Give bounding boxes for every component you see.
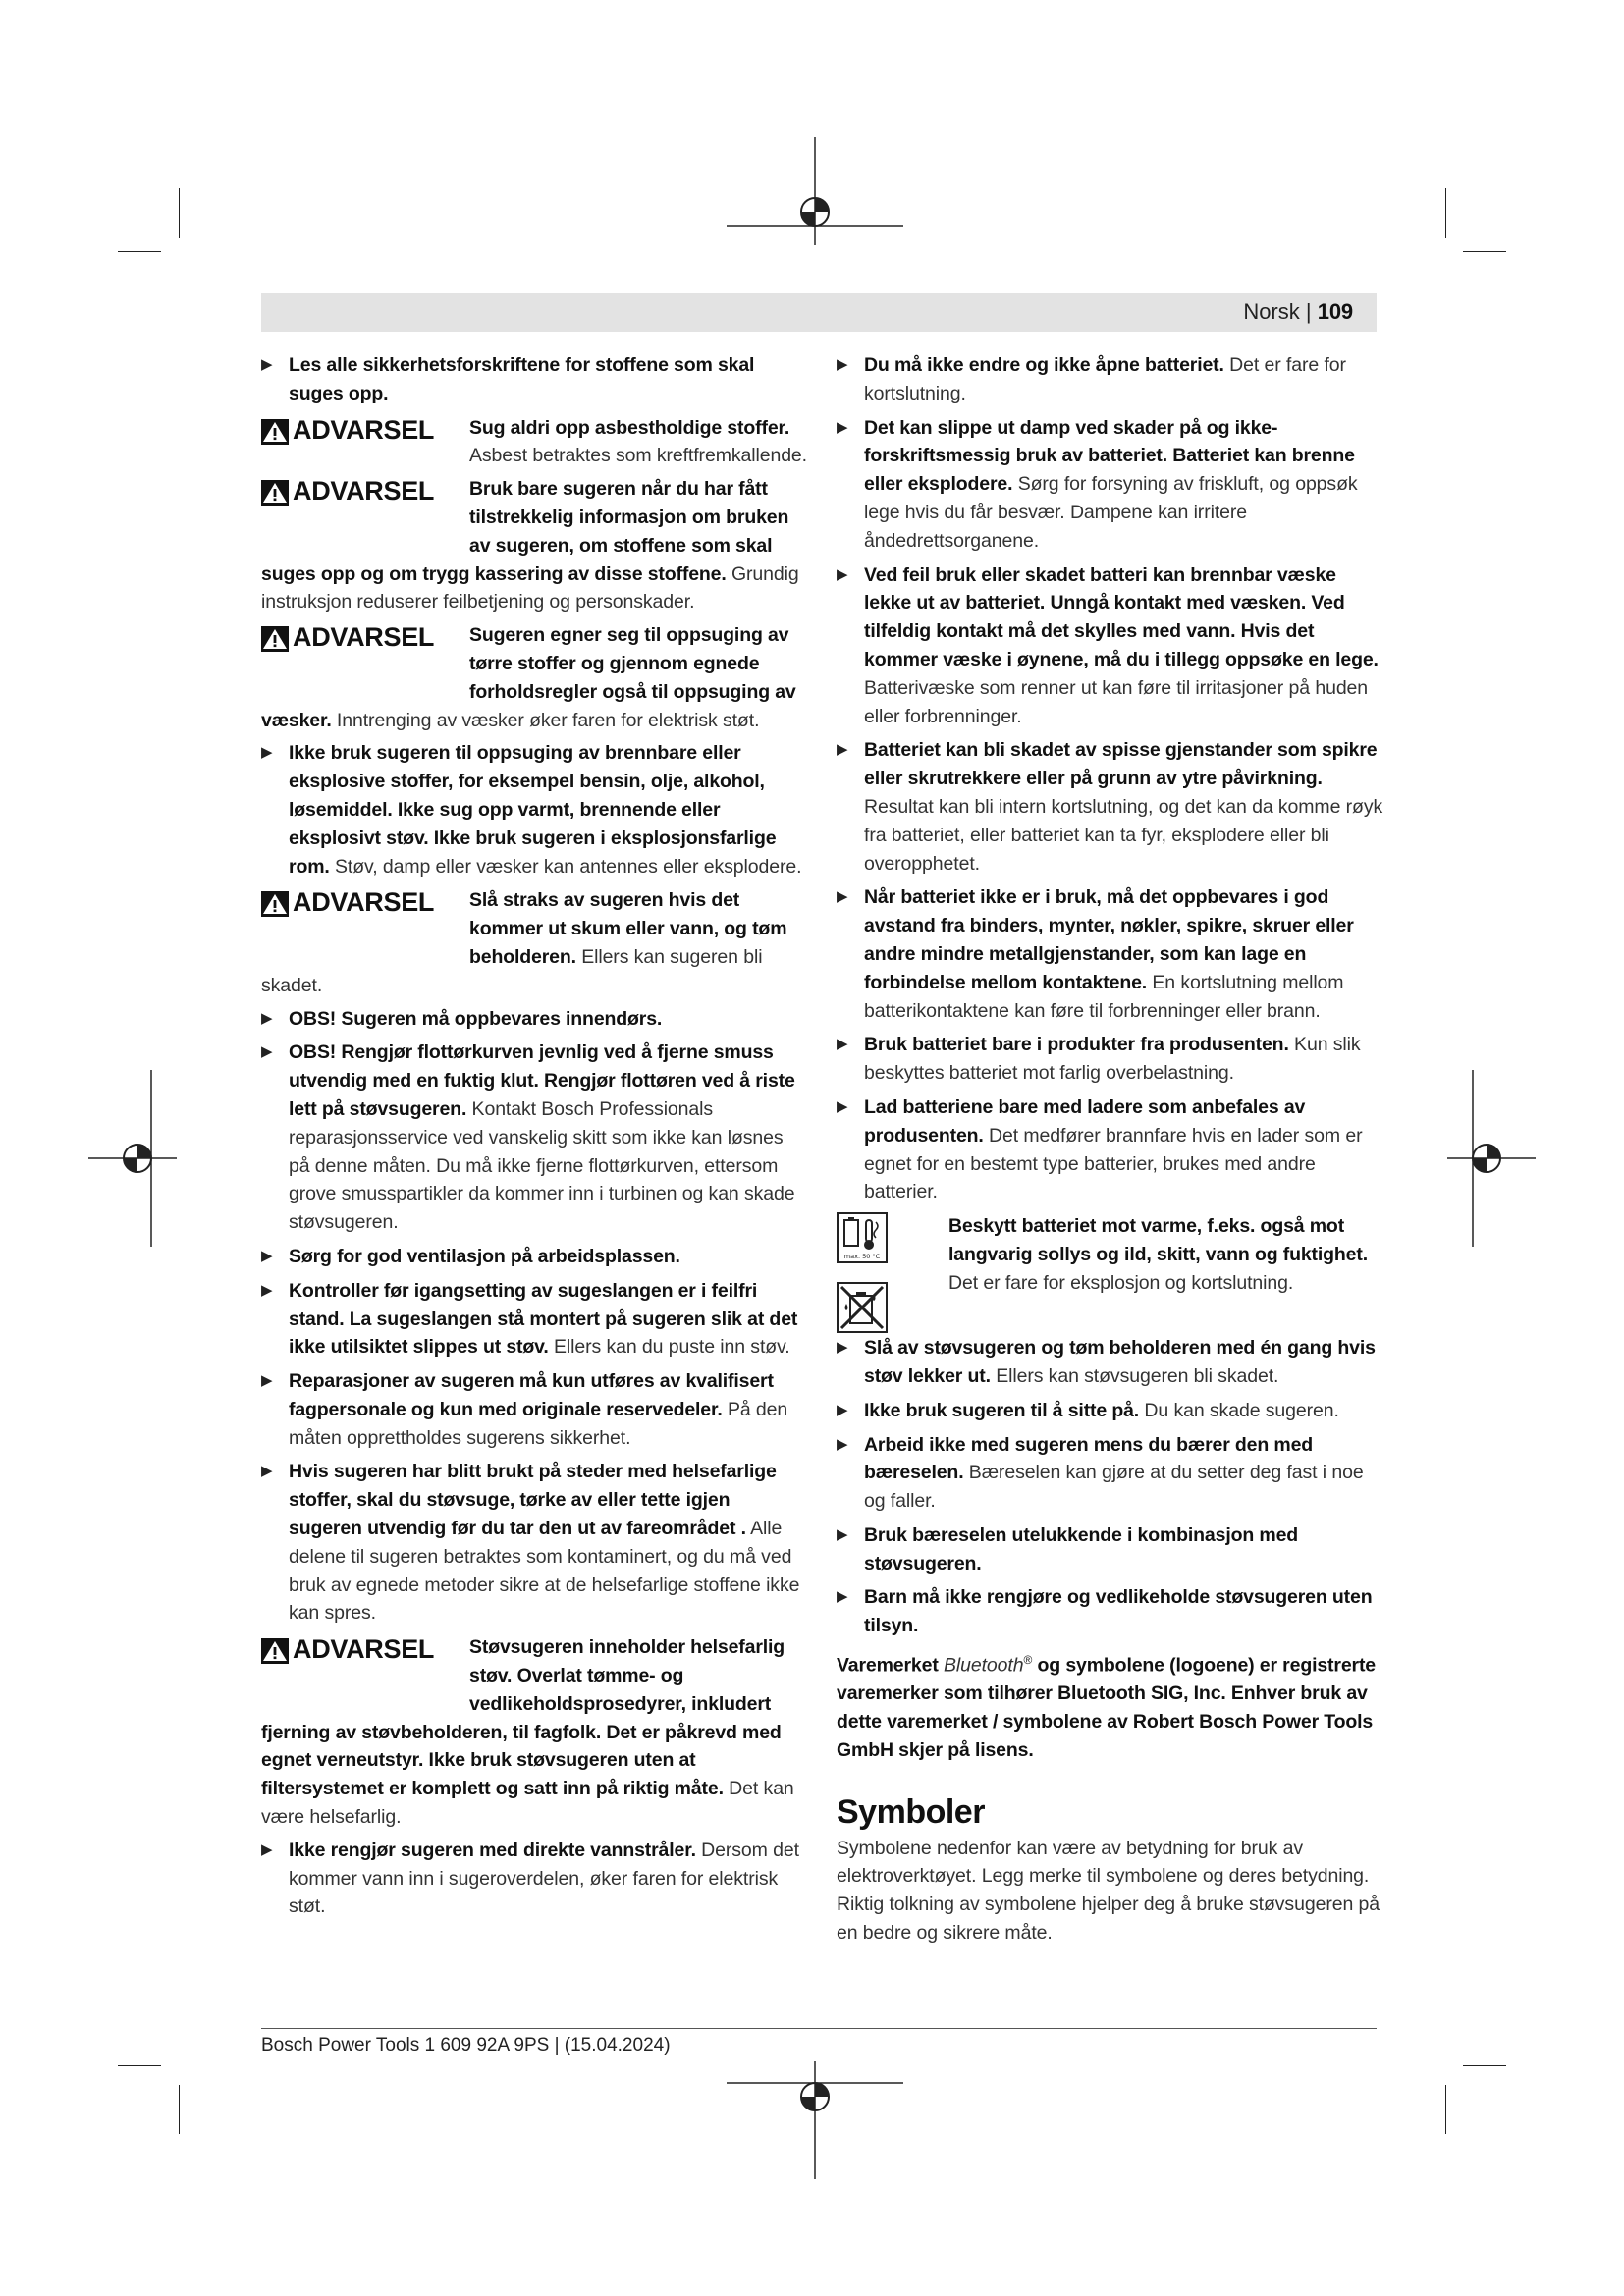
list-item: ▶ Arbeid ikke med sugeren mens du bærer den med bæreselen. Bæreselen kan gjøre at du setter deg fast i noe og faller. (837, 1431, 1386, 1516)
symbol-text: Beskytt batteriet mot varme, f.eks. også mot langvarig sollys og ild, skitt, vann og fuktighet. Det er fare for eksplosjon og kortslutning. (948, 1215, 1368, 1294)
symbol-icons (837, 1212, 892, 1352)
page-header (261, 293, 1377, 332)
warning-badge (261, 475, 469, 532)
warning-block: ADVARSEL Sug aldri opp asbestholdige stoffer. Asbest betraktes som kreftfremkallende. (261, 414, 807, 471)
battery-heat-icon (837, 1212, 888, 1263)
list-item: ▶ OBS! Sugeren må oppbevares innendørs. (261, 1005, 807, 1034)
section-text: Symbolene nedenfor kan være av betydning for bruk av elektroverktøyet. Legg merke til symbolene og deres betydning. Riktig tolkning av symbolene hjelper deg å bruke støvsugeren på en bedre og sikrere måte. (837, 1837, 1380, 1944)
list-item: ▶ Bruk batteriet bare i produkter fra produsenten. Kun slik beskyttes batteriet mot farlig overbelastning. (837, 1031, 1386, 1088)
crop-mark (118, 251, 161, 252)
crop-mark (118, 2065, 161, 2066)
list-item: ▶ Ved feil bruk eller skadet batteri kan brennbar væske lekke ut av batteriet. Unngå kontakt med væsken. Ved tilfeldig kontakt må det skylles med vann. Hvis det kommer væske i øynene, må du i tillegg oppsøke en lege. Batterivæske som renner ut kan føre til irritasjoner på huden eller forbrenninger. (837, 561, 1386, 731)
left-column (261, 351, 807, 1927)
warning-label: ADVARSEL (293, 622, 435, 653)
list-item: ▶ Bruk bæreselen utelukkende i kombinasjon med støvsugeren. (837, 1522, 1386, 1578)
warning-block: ADVARSEL Slå straks av sugeren hvis det kommer ut skum eller vann, og tøm beholderen. Ellers kan sugeren bli skadet. (261, 887, 787, 996)
page-number: 109 (1317, 299, 1353, 324)
right-column (837, 351, 1386, 1952)
symbol-block (837, 1212, 1386, 1328)
list-item: ▶ Ikke rengjør sugeren med direkte vannstråler. Dersom det kommer vann inn i sugeroverdelen, øker faren for elektrisk støt. (261, 1837, 807, 1921)
no-water-icon (837, 1282, 888, 1333)
list-item: ▶ Lad batteriene bare med ladere som anbefales av produsenten. Det medfører brannfare hvis en lader som er egnet for en bestemt type batterier, brukes med andre batterier. (837, 1094, 1386, 1206)
list-item: ▶ Hvis sugeren har blitt brukt på steder med helsefarlige stoffer, skal du støvsuge, tørke av eller tette igjen sugeren utvendig før du tar den ut av fareområdet . Alle delene til sugeren betraktes som kontaminert, og du må ved bruk av egnede metoder sikre at de helsefarlige stoffene ikke kan spres. (261, 1458, 807, 1628)
warning-badge (261, 414, 469, 471)
list-item: ▶ Ikke bruk sugeren til å sitte på. Du kan skade sugeren. (837, 1397, 1386, 1425)
warning-label: ADVARSEL (293, 1634, 435, 1665)
registration-mark-icon (727, 2061, 903, 2179)
footer-divider (261, 2028, 1377, 2029)
header-separator: | (1305, 299, 1312, 324)
warning-triangle-icon (261, 419, 289, 445)
list-item: ▶ Batteriet kan bli skadet av spisse gjenstander som spikre eller skrutrekkere eller på grunn av ytre påvirkning. Resultat kan bli intern kortslutning, og det kan da komme røyk fra batteriet, eller batteriet kan ta fyr, eksplodere eller bli overopphetet. (837, 736, 1386, 878)
warning-block: ADVARSEL Støvsugeren inneholder helsefarlig støv. Overlat tømme- og vedlikeholdsprosedyrer, inkludert fjerning av støvbeholderen, til fagfolk. Det er påkrevd med egnet verneutstyr. Ikke bruk støvsugeren uten at filtersystemet er komplett og satt inn på riktig måte. Det kan være helsefarlig. (261, 1634, 794, 1829)
warning-triangle-icon (261, 626, 289, 652)
list-item: ▶ Barn må ikke rengjøre og vedlikeholde støvsugeren uten tilsyn. (837, 1583, 1386, 1640)
list-item: ▶ Kontroller før igangsetting av sugeslangen er i feilfri stand. La sugeslangen stå montert på sugeren slik at det ikke utilsiktet slippes ut støv. Ellers kan du puste inn støv. (261, 1277, 807, 1362)
warning-label: ADVARSEL (293, 887, 435, 918)
crop-mark (1463, 251, 1506, 252)
warning-badge (261, 621, 469, 678)
trademark-note: Varemerket Bluetooth® og symbolene (logoene) er registrerte varemerker som tilhører Bluetooth SIG, Inc. Enhver bruk av dette varemerket / symbolene av Robert Bosch Power Tools GmbH skjer på lisens. (837, 1653, 1376, 1761)
footer-text: Bosch Power Tools 1 609 92A 9PS | (15.04.2024) (261, 2035, 671, 2056)
crop-mark (179, 2085, 180, 2134)
crop-mark (1445, 2085, 1446, 2134)
list-item: ▶ Det kan slippe ut damp ved skader på og ikke-forskriftsmessig bruk av batteriet. Batteriet kan brenne eller eksplodere. Sørg for forsyning av friskluft, og oppsøk lege hvis du får besvær. Dampene kan irritere åndedrettsorganene. (837, 414, 1386, 556)
warning-triangle-icon (261, 480, 289, 506)
crop-mark (1463, 2065, 1506, 2066)
registration-mark-icon (727, 137, 903, 245)
warning-badge (261, 886, 469, 943)
warning-label: ADVARSEL (293, 414, 435, 445)
list-item: ▶ Reparasjoner av sugeren må kun utføres av kvalifisert fagpersonale og kun med originale reservedeler. På den måten opprettholdes sugerens sikkerhet. (261, 1367, 807, 1452)
section-title: Symboler (837, 1792, 985, 1831)
list-item: ▶ Sørg for god ventilasjon på arbeidsplassen. (261, 1243, 807, 1271)
list-item: ▶ Du må ikke endre og ikke åpne batteriet. Det er fare for kortslutning. (837, 351, 1386, 408)
header-language: Norsk (1243, 299, 1300, 324)
registration-mark-icon (88, 1070, 177, 1247)
warning-block: ADVARSEL Sugeren egner seg til oppsuging av tørre stoffer og gjennom egnede forholdsregler også til oppsuging av væsker. Inntrenging av væsker øker faren for elektrisk støt. (261, 622, 796, 731)
list-item: ▶ Ikke bruk sugeren til oppsuging av brennbare eller eksplosive stoffer, for eksempel bensin, olje, alkohol, løsemiddel. Ikke sug opp varmt, brennende eller eksplosivt støv. Ikke bruk sugeren i eksplosjonsfarlige rom. Støv, damp eller væsker kan antennes eller eksplodere. (261, 739, 807, 881)
warning-block: ADVARSEL Bruk bare sugeren når du har fått tilstrekkelig informasjon om bruken av sugeren, om stoffene som skal suges opp og om trygg kassering av disse stoffene. Grundig instruksjon reduserer feilbetjening og personskader. (261, 476, 799, 614)
registration-mark-icon (1447, 1070, 1536, 1247)
crop-mark (1445, 188, 1446, 238)
page-label (1243, 300, 1353, 324)
warning-badge (261, 1633, 469, 1690)
temp-label: max. 50 °C (843, 1253, 881, 1261)
warning-triangle-icon (261, 891, 289, 917)
list-item: ▶ Slå av støvsugeren og tøm beholderen med én gang hvis støv lekker ut. Ellers kan støvsugeren bli skadet. (837, 1334, 1386, 1391)
list-item: ▶ OBS! Rengjør flottørkurven jevnlig ved å fjerne smuss utvendig med en fuktig klut. Rengjør flottøren ved å riste lett på støvsugeren. Kontakt Bosch Professionals reparasjonsservice ved vanskelig skitt som ikke kan løsnes på denne måten. Du må ikke fjerne flottørkurven, ettersom grove smusspartikler da kommer inn i turbinen og kan skade støvsugeren. (261, 1039, 807, 1237)
list-item: ▶ Les alle sikkerhetsforskriftene for stoffene som skal suges opp. (261, 351, 807, 408)
list-item: ▶ Når batteriet ikke er i bruk, må det oppbevares i god avstand fra binders, mynter, nøkler, spikre, skruer eller andre mindre metallgjenstander, som kan lage en forbindelse mellom kontaktene. En kortslutning mellom batterikontaktene kan føre til forbrenninger eller brann. (837, 883, 1386, 1025)
warning-triangle-icon (261, 1638, 289, 1664)
crop-mark (179, 188, 180, 238)
warning-label: ADVARSEL (293, 476, 435, 507)
